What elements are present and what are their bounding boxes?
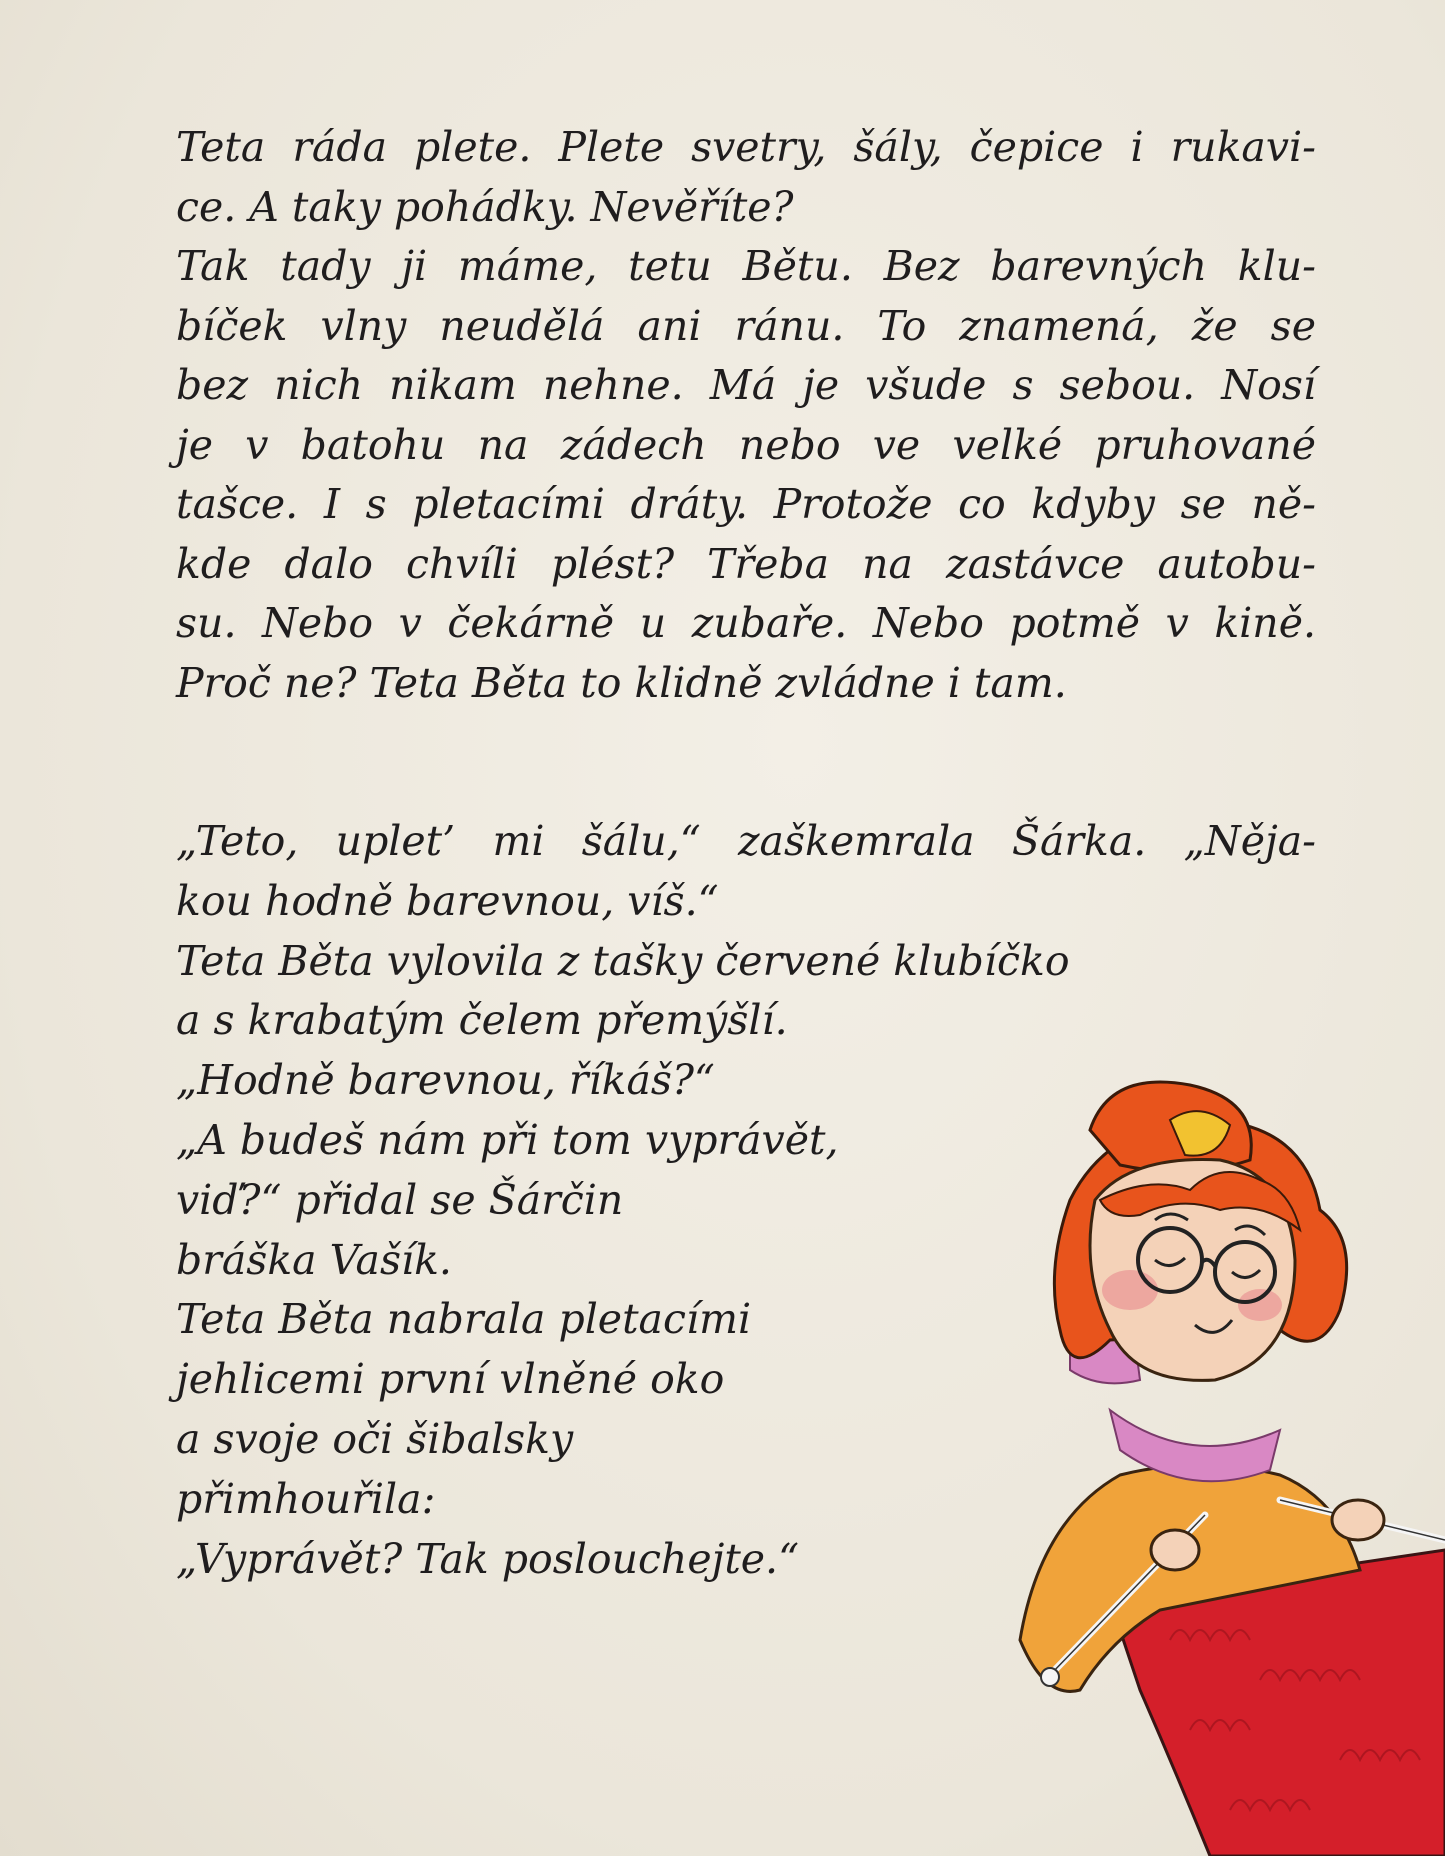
text-line: tašce. I s pletacími dráty. Protože co kdyby se ně-: [176, 480, 1316, 528]
text-line: bez nich nikam nehne. Má je všude s sebou. Nosí: [176, 361, 1316, 409]
cheek: [1238, 1289, 1282, 1321]
text-line: přimhouřila:: [176, 1474, 436, 1523]
text-line: kou hodně barevnou, víš.“: [176, 876, 719, 925]
text-line: bráška Vašík.: [176, 1235, 452, 1284]
cheek: [1102, 1270, 1158, 1310]
text-line: a svoje oči šibalsky: [176, 1414, 574, 1463]
text-line: Teta Běta nabrala pletacími: [176, 1295, 752, 1344]
text-line: su. Nebo v čekárně u zubaře. Nebo potmě v kině.: [176, 599, 1316, 647]
text-line: Teta Běta vylovila z tašky červené klubíčko: [176, 936, 1070, 985]
text-line: a s krabatým čelem přemýšlí.: [176, 996, 788, 1045]
paragraph-intro: [176, 118, 1316, 713]
text-line: Teta ráda plete. Plete svetry, šály, čepice i rukavi-: [176, 123, 1316, 171]
hand-left: [1151, 1530, 1199, 1570]
text-line: „A budeš nám při tom vyprávět,: [176, 1115, 839, 1164]
text-line: Tak tady ji máme, tetu Bětu. Bez barevných klu-: [176, 242, 1316, 290]
aunt-knitting-illustration: [960, 1080, 1445, 1856]
text-line: bíček vlny neudělá ani ránu. To znamená, že se: [176, 301, 1316, 350]
text-line: „Teto, uplet’ mi šálu,“ zaškemrala Šárka. „Něja-: [176, 817, 1316, 865]
text-line: Proč ne? Teta Běta to klidně zvládne i tam.: [176, 658, 1067, 707]
text-line: kde dalo chvíli plést? Třeba na zastávce autobu-: [176, 539, 1316, 588]
text-line: jehlicemi první vlněné oko: [176, 1355, 725, 1404]
text-line: „Vyprávět? Tak poslouchejte.“: [176, 1534, 800, 1583]
text-line: je v batohu na zádech nebo ve velké pruhované: [176, 420, 1316, 469]
text-line: viď?“ přidal se Šárčin: [176, 1175, 624, 1224]
text-line: ce. A taky pohádky. Nevěříte?: [176, 182, 794, 231]
needle-knob: [1041, 1668, 1059, 1686]
hand-right: [1332, 1500, 1384, 1540]
text-line: „Hodně barevnou, říkáš?“: [176, 1056, 715, 1105]
